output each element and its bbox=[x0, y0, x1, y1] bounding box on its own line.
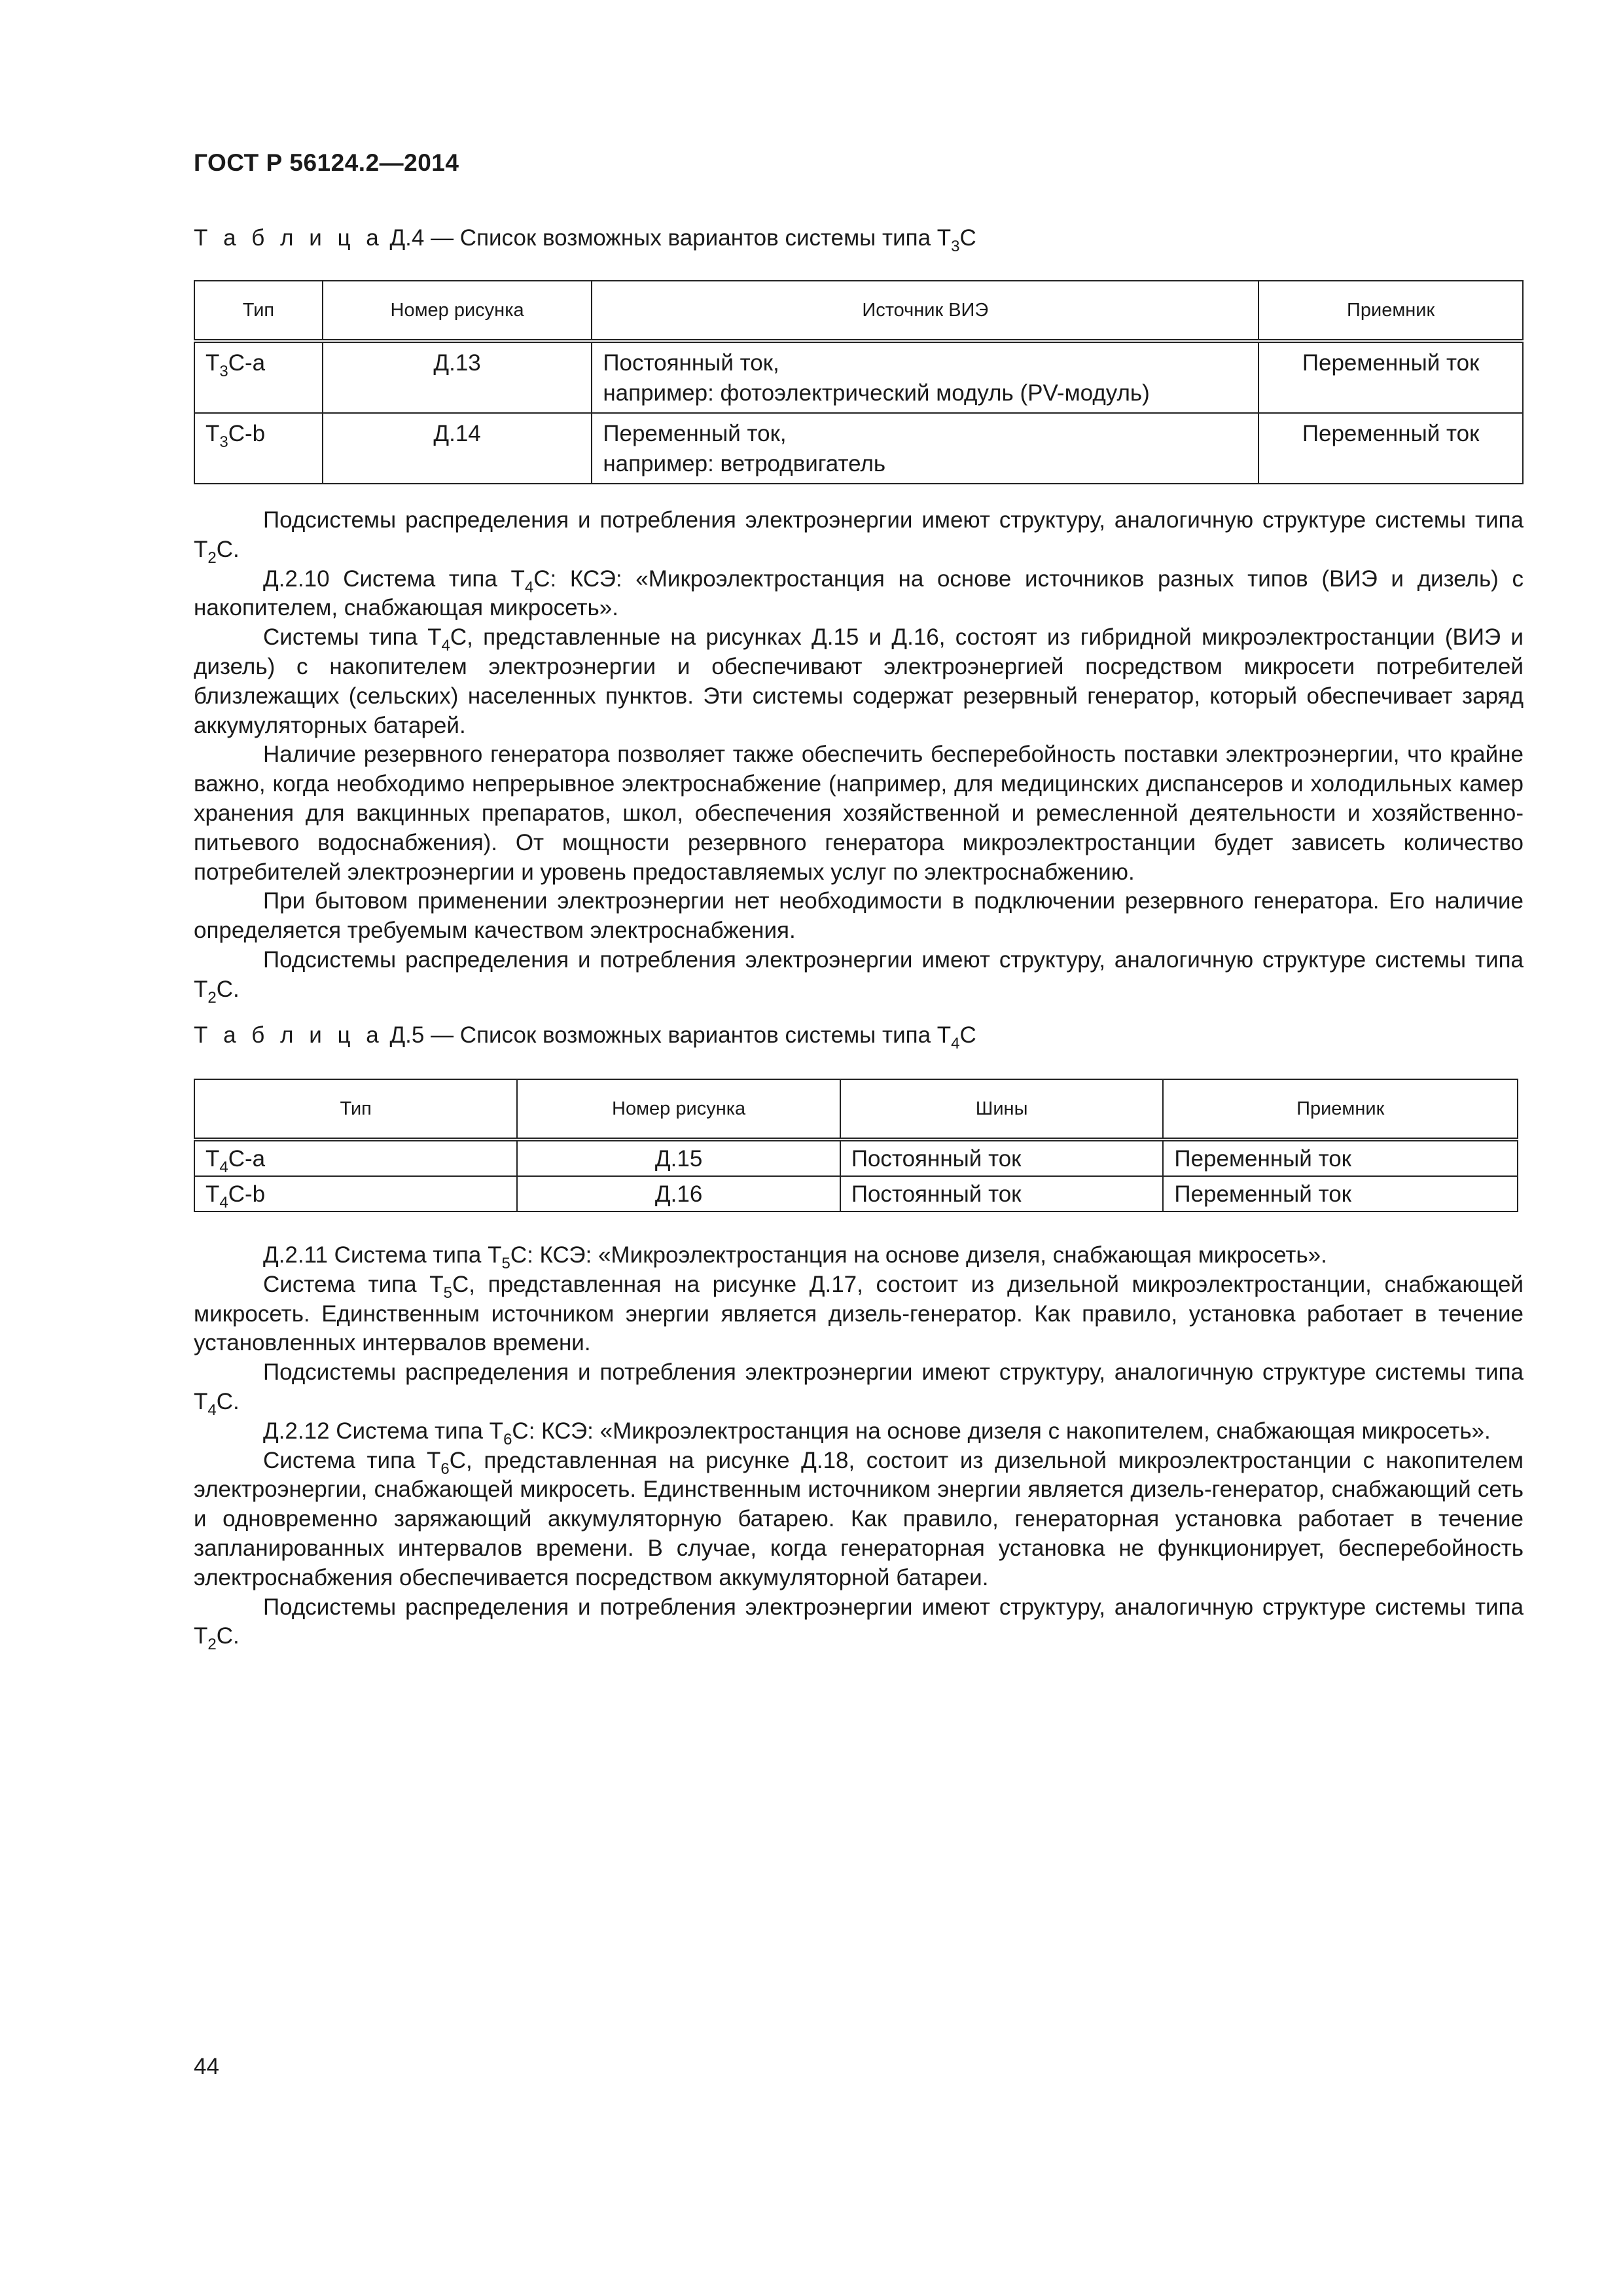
paragraph: Система типа $Т_6С$, представленная на рисунке Д.18, состоит из дизельной микроэлектростанции с накопителем электроэнергии, снабжающей микросеть. Единственным источником энергии является дизель-генератор, снабжающий сеть и одновременно заряжающий аккумуляторную батарею. Как правило, генераторная установка работает в течение запланированных интервалов времени. В случае, когда генераторная установка не функционирует, бесперебойность электроснабжения обеспечивается посредством аккумуляторной батареи. bbox=[194, 1447, 1524, 1590]
cell-bus: Постоянный ток bbox=[840, 1176, 1164, 1211]
table-row bbox=[194, 1176, 1518, 1211]
column-header: Тип bbox=[194, 281, 323, 341]
table-row bbox=[194, 341, 1523, 413]
column-header: Номер рисунка bbox=[517, 1079, 840, 1139]
table-header-row bbox=[194, 1079, 1518, 1139]
cell-figure: Д.16 bbox=[517, 1176, 840, 1211]
column-header: Источник ВИЭ bbox=[592, 281, 1258, 341]
table-row bbox=[194, 1139, 1518, 1176]
cell-type: $Т_3С-а$ bbox=[194, 341, 323, 413]
table-row bbox=[194, 413, 1523, 484]
paragraph: Системы типа $Т_4С$, представленные на рисунках Д.15 и Д.16, состоят из гибридной микроэлектростанции (ВИЭ и дизель) с накопителем электроэнергии и обеспечивают электроэнергией посредством микросети потребителей близлежащих (сельских) населенных пунктов. Эти системы содержат резервный генератор, который обеспечивает заряд аккумуляторных батарей. bbox=[194, 624, 1524, 738]
cell-type: $Т_3С-b$ bbox=[194, 413, 323, 484]
column-header: Тип bbox=[194, 1079, 517, 1139]
paragraph: Подсистемы распределения и потребления электроэнергии имеют структуру, аналогичную структуре системы типа $Т_2С$. bbox=[194, 507, 1524, 567]
paragraph: При бытовом применении электроэнергии нет необходимости в подключении резервного генератора. Его наличие определяется требуемым качеством электроснабжения. bbox=[194, 888, 1524, 944]
paragraph: Подсистемы распределения и потребления электроэнергии имеют структуру, аналогичную структуре системы типа $Т_4С$. bbox=[194, 1359, 1524, 1419]
cell-figure: Д.13 bbox=[323, 341, 592, 413]
column-header: Номер рисунка bbox=[323, 281, 592, 341]
column-header: Шины bbox=[840, 1079, 1164, 1139]
document-header: ГОСТ Р 56124.2—2014 bbox=[194, 149, 459, 176]
cell-figure: Д.14 bbox=[323, 413, 592, 484]
cell-receiver: Переменный ток bbox=[1163, 1139, 1518, 1176]
paragraph: Д.2.11 Система типа $Т_5С$: КСЭ: «Микроэлектростанция на основе дизеля, снабжающая микросеть». bbox=[263, 1242, 1327, 1272]
body-text-block-1 bbox=[194, 506, 1524, 1005]
table-d5 bbox=[194, 1079, 1518, 1212]
cell-receiver: Переменный ток bbox=[1163, 1176, 1518, 1211]
paragraph: Подсистемы распределения и потребления электроэнергии имеют структуру, аналогичную структуре системы типа $Т_2С$. bbox=[194, 1594, 1524, 1654]
table-d5-caption: Т а б л и ц а Д.5 — Список возможных вариантов системы типа $Т_4С$ bbox=[194, 1022, 976, 1052]
table-header-row bbox=[194, 281, 1523, 341]
cell-source: Переменный ток, например: ветродвигатель bbox=[592, 413, 1258, 484]
paragraph: Наличие резервного генератора позволяет также обеспечить бесперебойность поставки электроэнергии, что крайне важно, когда необходимо непрерывное электроснабжение (например, для медицинских диспансеров и холодильных камер хранения для вакцинных препаратов, школ, обеспечения хозяйственной и ремесленной деятельности и хозяйственно-питьевого водоснабжения). От мощности резервного генератора микроэлектростанции будет зависеть количество потребителей электроэнергии и уровень предоставляемых услуг по электроснабжению. bbox=[194, 742, 1524, 885]
paragraph: Д.2.12 Система типа $Т_6С$: КСЭ: «Микроэлектростанция на основе дизеля с накопителем, снабжающая микросеть». bbox=[263, 1418, 1491, 1448]
table-d4 bbox=[194, 280, 1524, 484]
paragraph: Система типа $Т_5С$, представленная на рисунке Д.17, состоит из дизельной микроэлектростанции, снабжающей микросеть. Единственным источником энергии является дизель-генератор. Как правило, установка работает в течение установленных интервалов времени. bbox=[194, 1271, 1524, 1356]
cell-receiver: Переменный ток bbox=[1258, 341, 1523, 413]
cell-figure: Д.15 bbox=[517, 1139, 840, 1176]
paragraph: Подсистемы распределения и потребления электроэнергии имеют структуру, аналогичную структуре системы типа $Т_2С$. bbox=[194, 946, 1524, 1007]
cell-source: Постоянный ток, например: фотоэлектрический модуль (PV-модуль) bbox=[592, 341, 1258, 413]
cell-type: $Т_4С-а$ bbox=[194, 1139, 517, 1176]
column-header: Приемник bbox=[1258, 281, 1523, 341]
paragraph: Д.2.10 Система типа $Т_4С$: КСЭ: «Микроэлектростанция на основе источников разных типов (ВИЭ и дизель) с накопителем, снабжающая микросеть». bbox=[194, 565, 1524, 621]
cell-type: $Т_4С-b$ bbox=[194, 1176, 517, 1211]
cell-bus: Постоянный ток bbox=[840, 1139, 1164, 1176]
column-header: Приемник bbox=[1163, 1079, 1518, 1139]
table-d4-caption: Т а б л и ц а Д.4 — Список возможных вариантов системы типа $Т_3С$ bbox=[194, 225, 976, 255]
body-text-block-2 bbox=[194, 1241, 1524, 1654]
page-number: 44 bbox=[194, 2054, 219, 2079]
cell-receiver: Переменный ток bbox=[1258, 413, 1523, 484]
